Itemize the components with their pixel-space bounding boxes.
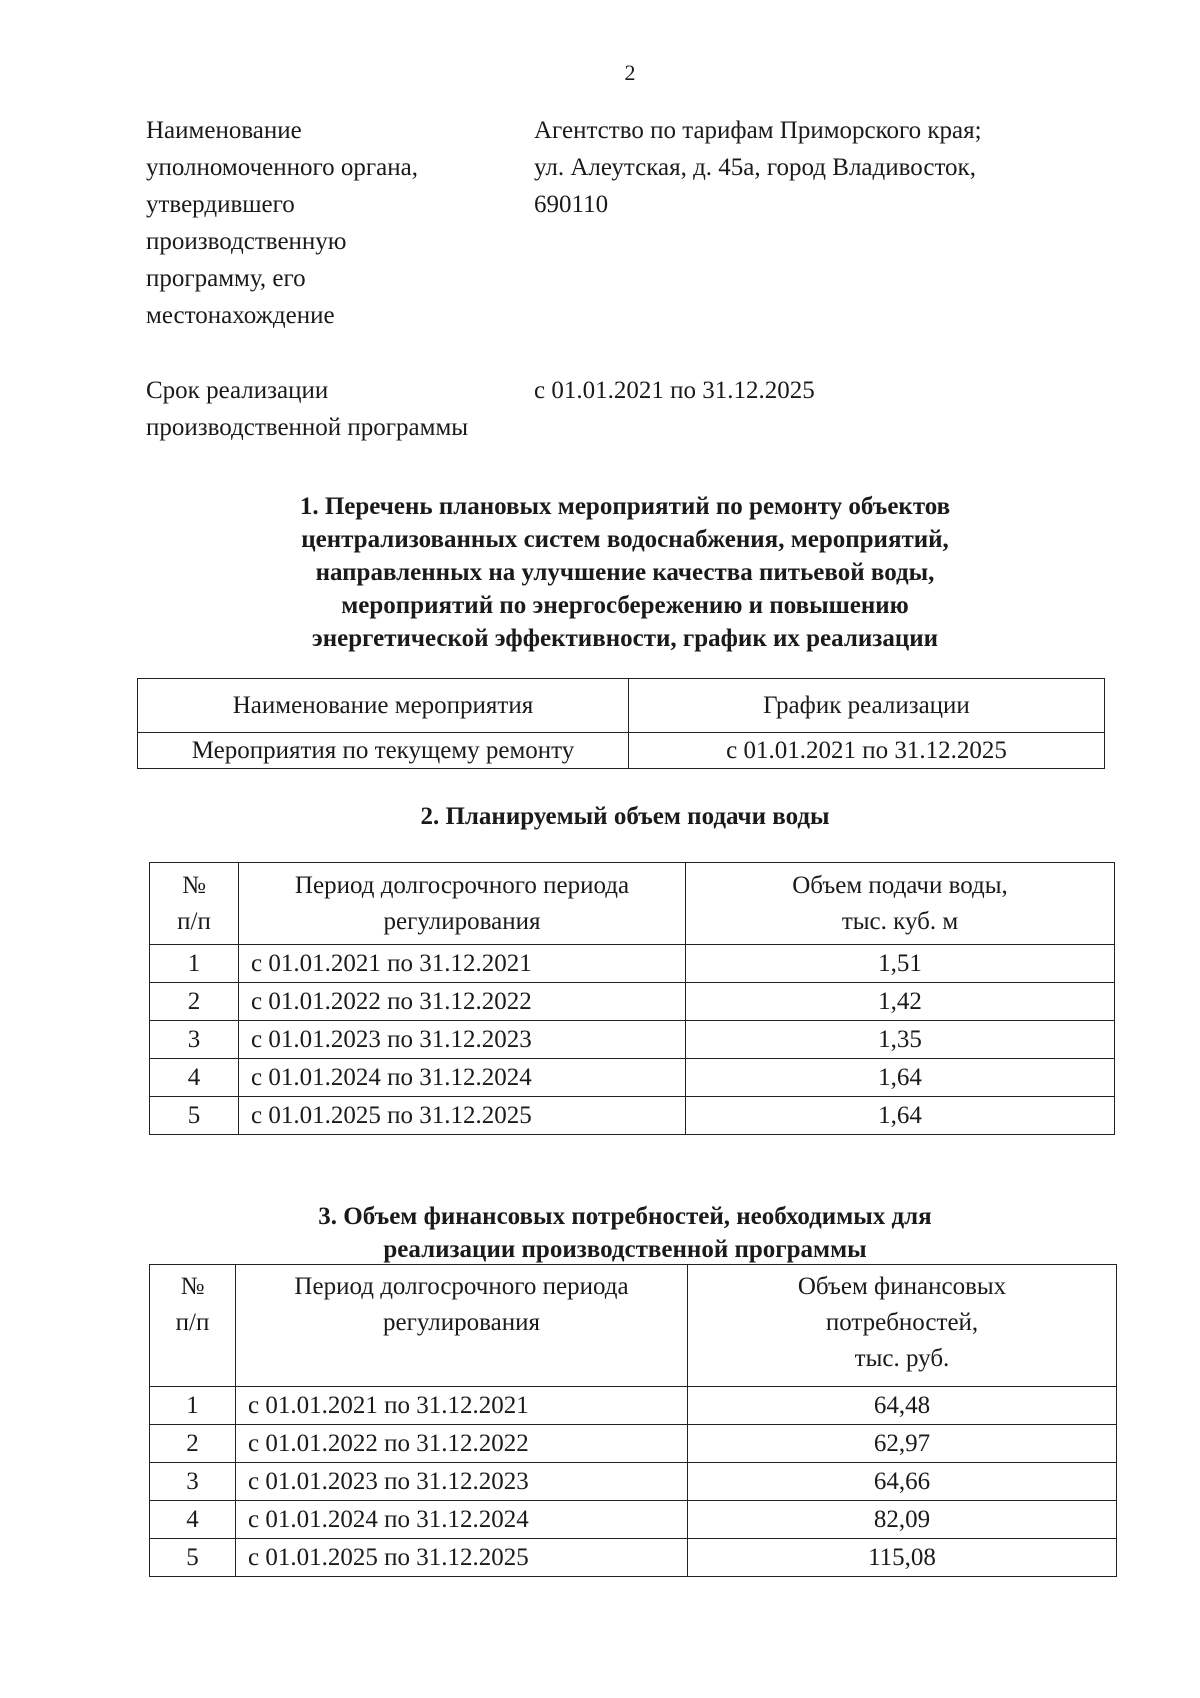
authority-label-line: утвердившего <box>146 191 295 218</box>
header-cell-finance-volume <box>688 1265 1117 1387</box>
header-cell-period <box>236 1265 688 1387</box>
header-period-line: регулирования <box>383 907 541 935</box>
authority-value <box>534 112 1094 223</box>
term-label <box>146 372 526 446</box>
term-block <box>146 372 1106 452</box>
header-cell-num <box>150 1265 236 1387</box>
row-period: с 01.01.2022 по 31.12.2022 <box>239 983 686 1021</box>
section3-title <box>130 1200 1120 1266</box>
section3-table <box>149 1264 1117 1577</box>
row-period: с 01.01.2021 по 31.12.2021 <box>239 945 686 983</box>
table-row <box>150 1097 1115 1135</box>
section1-title-line: 1. Перечень плановых мероприятий по ремонту объектов <box>299 493 951 520</box>
table-row <box>150 1021 1115 1059</box>
authority-value-line: Агентство по тарифам Приморского края; <box>534 117 982 144</box>
authority-label-line: уполномоченного органа, <box>146 154 418 181</box>
row-value: 62,97 <box>688 1425 1117 1463</box>
section2-table <box>149 862 1115 1135</box>
authority-value-line: 690110 <box>534 191 609 218</box>
table-row <box>138 733 1105 769</box>
row-num: 2 <box>150 1425 236 1463</box>
header-num-line: № <box>180 1273 205 1300</box>
authority-value-line: ул. Алеутская, д. 45а, город Владивосток, <box>534 154 976 181</box>
term-label-line: производственной программы <box>146 414 469 441</box>
row-num: 5 <box>150 1539 236 1577</box>
row-num: 4 <box>150 1059 239 1097</box>
table-row <box>150 1425 1117 1463</box>
row-period: с 01.01.2025 по 31.12.2025 <box>239 1097 686 1135</box>
table-header-row <box>138 679 1105 733</box>
row-period: с 01.01.2023 по 31.12.2023 <box>239 1021 686 1059</box>
row-period: с 01.01.2024 по 31.12.2024 <box>239 1059 686 1097</box>
section1-title-line: энергетической эффективности, график их реализации <box>311 625 939 652</box>
row-period: с 01.01.2025 по 31.12.2025 <box>236 1539 688 1577</box>
row-num: 5 <box>150 1097 239 1135</box>
header-period-line: Период долгосрочного периода <box>294 1273 629 1300</box>
term-value <box>534 372 1094 409</box>
table-row <box>150 945 1115 983</box>
authority-label-line: Наименование <box>146 117 302 144</box>
row-period: с 01.01.2023 по 31.12.2023 <box>236 1463 688 1501</box>
authority-block <box>146 112 1106 342</box>
section1-title-line: мероприятий по энергосбережению и повышению <box>341 592 909 619</box>
row-value: 1,35 <box>686 1021 1115 1059</box>
section3-title-line: реализации производственной программы <box>383 1236 867 1263</box>
row-num: 1 <box>150 1387 236 1425</box>
row-value: 1,64 <box>686 1059 1115 1097</box>
row-num: 2 <box>150 983 239 1021</box>
row-value: 1,42 <box>686 983 1115 1021</box>
event-name-cell: Мероприятия по текущему ремонту <box>138 733 629 769</box>
section2-title-line: 2. Планируемый объем подачи воды <box>420 803 830 830</box>
section1-table <box>137 678 1105 769</box>
page-number: 2 <box>624 60 636 85</box>
header-value-line: тыс. руб. <box>854 1345 950 1372</box>
header-cell-num <box>150 863 239 945</box>
authority-label <box>146 112 526 334</box>
row-num: 4 <box>150 1501 236 1539</box>
row-value: 64,48 <box>688 1387 1117 1425</box>
section1-title-line: направленных на улучшение качества питьевой воды, <box>315 559 935 586</box>
event-schedule-cell: с 01.01.2021 по 31.12.2025 <box>629 733 1105 769</box>
header-num-line: № <box>182 871 206 899</box>
row-period: с 01.01.2021 по 31.12.2021 <box>236 1387 688 1425</box>
table-row <box>150 1463 1117 1501</box>
header-num-line: п/п <box>175 1309 210 1336</box>
table-header-row <box>150 863 1115 945</box>
row-num: 1 <box>150 945 239 983</box>
table-row <box>150 1387 1117 1425</box>
authority-label-line: местонахождение <box>146 302 335 329</box>
row-num: 3 <box>150 1021 239 1059</box>
table-row <box>150 983 1115 1021</box>
table-row <box>150 1539 1117 1577</box>
header-value-line: тыс. куб. м <box>841 907 959 935</box>
table-header-row <box>150 1265 1117 1387</box>
header-num-line: п/п <box>177 907 211 935</box>
term-label-line: Срок реализации <box>146 377 329 404</box>
authority-label-line: производственную <box>146 228 347 255</box>
header-cell-period <box>239 863 686 945</box>
row-value: 1,51 <box>686 945 1115 983</box>
header-cell-water-volume <box>686 863 1115 945</box>
section1-title <box>130 490 1120 655</box>
authority-label-line: программу, его <box>146 265 306 292</box>
section2-title <box>130 800 1120 833</box>
row-num: 3 <box>150 1463 236 1501</box>
header-value-line: Объем финансовых <box>797 1273 1007 1300</box>
row-period: с 01.01.2022 по 31.12.2022 <box>236 1425 688 1463</box>
row-period: с 01.01.2024 по 31.12.2024 <box>236 1501 688 1539</box>
section3-title-line: 3. Объем финансовых потребностей, необходимых для <box>318 1203 932 1230</box>
section1-title-line: централизованных систем водоснабжения, мероприятий, <box>301 526 949 553</box>
term-value-line: с 01.01.2021 по 31.12.2025 <box>534 377 815 404</box>
header-period-line: регулирования <box>383 1309 540 1336</box>
row-value: 64,66 <box>688 1463 1117 1501</box>
header-period-line: Период долгосрочного периода <box>294 871 630 899</box>
header-value-line: потребностей, <box>825 1309 979 1336</box>
row-value: 82,09 <box>688 1501 1117 1539</box>
row-value: 1,64 <box>686 1097 1115 1135</box>
table-row <box>150 1501 1117 1539</box>
header-value-line: Объем подачи воды, <box>792 871 1008 899</box>
header-cell-event: Наименование мероприятия <box>138 679 629 733</box>
table-row <box>150 1059 1115 1097</box>
row-value: 115,08 <box>688 1539 1117 1577</box>
header-cell-schedule: График реализации <box>629 679 1105 733</box>
